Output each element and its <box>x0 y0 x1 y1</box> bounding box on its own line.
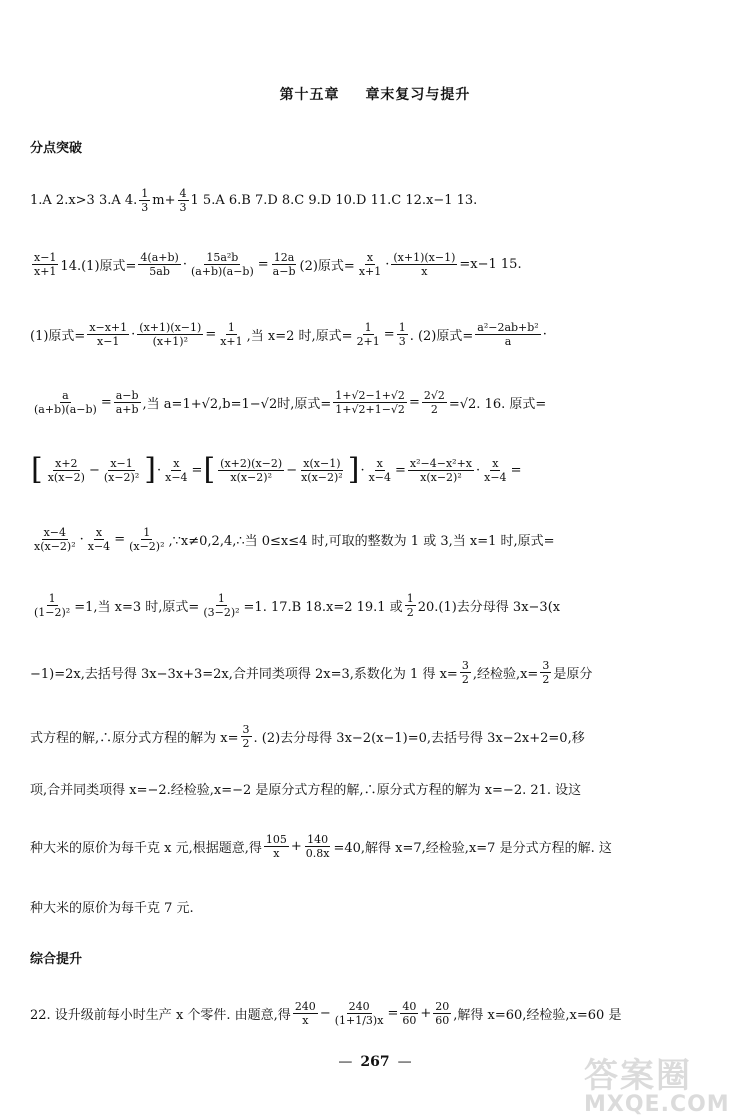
text: (1)原式= <box>30 328 86 344</box>
numerator: 1 <box>406 591 414 605</box>
denominator: (a+b)(a−b) <box>34 402 97 416</box>
denominator: x(x−2)² <box>230 470 272 484</box>
text: 20.(1)去分母得 3x−3(x <box>417 599 561 615</box>
text: 项,合并同类项得 x=−2.经检验,x=−2 是原分式方程的解,∴原分式方程的解为 x=−2. 21. 设这 <box>30 782 582 798</box>
numerator: 240 <box>348 999 370 1013</box>
numerator: a²−2ab+b² <box>477 320 539 334</box>
section-heading-1: 分点突破 <box>30 141 83 156</box>
fraction <box>433 1000 451 1027</box>
denominator: x−4 <box>87 539 111 553</box>
denominator: x(x−2)² <box>301 470 343 484</box>
numerator: x−4 <box>43 525 67 539</box>
fraction <box>333 389 407 416</box>
numerator: x <box>376 456 383 470</box>
text: · <box>156 462 162 478</box>
numerator: x <box>173 456 180 470</box>
text: 22. 设升级前每小时生产 x 个零件. 由题意,得 <box>30 1007 291 1023</box>
text: − <box>286 462 298 478</box>
answer-line-9 <box>30 716 722 756</box>
fraction <box>32 592 72 619</box>
numerator: x <box>492 456 499 470</box>
fraction <box>139 187 150 214</box>
denominator: 60 <box>402 1013 417 1027</box>
fraction <box>391 251 457 278</box>
answer-line-7 <box>30 584 722 626</box>
fraction <box>408 457 474 484</box>
denominator: 2 <box>430 402 438 416</box>
fraction <box>86 526 112 553</box>
denominator: a+b <box>115 402 139 416</box>
text: m+ <box>152 192 176 208</box>
fraction <box>271 251 298 278</box>
numerator: 4 <box>179 186 187 200</box>
fraction <box>32 526 78 553</box>
right-bracket: ] <box>347 452 360 487</box>
left-bracket: [ <box>31 452 43 487</box>
denominator: x(x−2)² <box>34 539 76 553</box>
denominator: (3−2)² <box>203 605 240 619</box>
text: · <box>476 462 481 478</box>
chapter-title <box>0 84 750 104</box>
text: −1)=2x,去括号得 3x−3x+3=2x,合并同类项得 2x=3,系数化为 1 得 x= <box>30 666 458 682</box>
fraction <box>189 251 256 278</box>
watermark <box>584 1058 744 1116</box>
numerator: a <box>62 388 69 402</box>
text: + <box>420 1005 432 1021</box>
answer-line-1 <box>30 180 722 220</box>
fraction <box>293 1000 318 1027</box>
text: = <box>387 1005 399 1021</box>
text: ,∵x≠0,2,4,∴当 0≤x≤4 时,可取的整数为 1 或 3,当 x=1 时,原式= <box>168 533 555 549</box>
text: 式方程的解,∴原分式方程的解为 x= <box>30 730 239 746</box>
answer-line-10 <box>30 776 722 800</box>
fraction <box>333 1000 386 1027</box>
text: · <box>542 326 547 342</box>
answer-line-13 <box>30 988 722 1038</box>
text: = <box>114 531 126 547</box>
text: ,解得 x=60,经检验,x=60 是 <box>453 1007 622 1023</box>
answer-line-6 <box>30 518 722 560</box>
numerator: 1 <box>48 591 56 605</box>
text: 1.A 2.x>3 3.A 4. <box>30 192 138 208</box>
text: − <box>319 1005 331 1021</box>
denominator: (a+b)(a−b) <box>190 264 254 278</box>
fraction <box>397 321 408 348</box>
denominator: 1+√2+1−√2 <box>335 402 405 416</box>
text: = <box>395 462 406 478</box>
numerator: x(x−1) <box>303 456 341 470</box>
dash-left: — <box>338 1054 353 1070</box>
numerator: 3 <box>461 658 469 672</box>
denominator: 2+1 <box>356 334 380 348</box>
denominator: x+1 <box>34 264 57 278</box>
answer-line-12 <box>30 894 722 918</box>
numerator: 1+√2−1+√2 <box>335 388 405 402</box>
fraction <box>460 659 471 686</box>
fraction <box>201 592 241 619</box>
numerator: x²−4−x²+x <box>409 456 472 470</box>
fraction <box>264 833 289 860</box>
numerator: x+2 <box>55 456 78 470</box>
denominator: 3 <box>398 334 406 348</box>
denominator: 60 <box>435 1013 450 1027</box>
answer-line-3 <box>30 313 722 355</box>
numerator: a−b <box>115 388 139 402</box>
fraction <box>163 457 189 484</box>
denominator: 5ab <box>149 264 170 278</box>
numerator: 140 <box>307 832 329 846</box>
denominator: 3 <box>141 200 149 214</box>
denominator: (x+1)² <box>152 334 189 348</box>
numerator: 3 <box>242 722 250 736</box>
denominator: 2 <box>461 672 469 686</box>
fraction <box>367 457 393 484</box>
text: = <box>383 326 395 342</box>
text: 14.(1)原式= <box>60 258 137 274</box>
numerator: 1 <box>364 320 372 334</box>
fraction <box>137 321 203 348</box>
denominator: x−4 <box>165 470 188 484</box>
text: · <box>182 256 187 272</box>
fraction <box>475 321 540 348</box>
text: . (2)去分母得 3x−2(x−1)=0,去括号得 3x−2x+2=0,移 <box>253 730 585 746</box>
dash-right: — <box>397 1054 412 1070</box>
denominator: x+1 <box>358 264 382 278</box>
numerator: 20 <box>435 999 450 1013</box>
denominator: 2 <box>242 736 250 750</box>
text: 1 5.A 6.B 7.D 8.C 9.D 10.D 11.C 12.x−1 13. <box>190 192 478 208</box>
text: = <box>408 394 420 410</box>
fraction <box>357 251 383 278</box>
denominator: x <box>421 264 428 278</box>
fraction <box>422 389 447 416</box>
denominator: x <box>273 846 280 860</box>
fraction <box>46 457 87 484</box>
fraction <box>32 389 99 416</box>
text: (2)原式= <box>299 258 355 274</box>
numerator: 105 <box>265 832 287 846</box>
text: =40,解得 x=7,经检验,x=7 是分式方程的解. 这 <box>333 840 612 856</box>
text: . (2)原式= <box>409 328 474 344</box>
denominator: x+1 <box>220 334 243 348</box>
denominator: x−1 <box>97 334 120 348</box>
text: = <box>257 256 269 272</box>
text: ,当 a=1+√2,b=1−√2时,原式= <box>142 396 332 412</box>
fraction <box>400 1000 418 1027</box>
denominator: (1+1/3)x <box>334 1013 384 1027</box>
denominator: x(x−2)² <box>420 470 462 484</box>
numerator: (x+2)(x−2) <box>220 456 283 470</box>
text: = <box>100 394 112 410</box>
text: · <box>360 462 365 478</box>
numerator: 1 <box>217 591 225 605</box>
numerator: 15a²b <box>206 250 239 264</box>
fraction <box>102 457 141 484</box>
chapter-name: 章末复习与提升 <box>365 87 471 103</box>
denominator: x(x−2) <box>47 470 85 484</box>
text: =1. 17.B 18.x=2 19.1 或 <box>243 599 403 615</box>
text: · <box>385 256 390 272</box>
fraction <box>87 321 129 348</box>
fraction <box>482 457 508 484</box>
text: ,经检验,x= <box>472 666 539 682</box>
numerator: 1 <box>398 320 406 334</box>
text: ,当 x=2 时,原式= <box>246 328 353 344</box>
denominator: (1−2)² <box>34 605 71 619</box>
denominator: x <box>302 1013 309 1027</box>
numerator: 40 <box>402 999 417 1013</box>
denominator: (x−2)² <box>103 470 140 484</box>
fraction <box>178 187 189 214</box>
answer-line-8 <box>30 651 722 693</box>
numerator: 12a <box>273 250 295 264</box>
numerator: x−x+1 <box>89 320 128 334</box>
fraction <box>304 833 332 860</box>
answer-line-4 <box>30 381 722 423</box>
fraction <box>138 251 180 278</box>
fraction <box>355 321 382 348</box>
numerator: 1 <box>141 186 149 200</box>
numerator: x−1 <box>34 250 57 264</box>
fraction <box>241 723 252 750</box>
denominator: 2 <box>406 605 414 619</box>
denominator: 0.8x <box>305 846 330 860</box>
text: = <box>205 326 217 342</box>
numerator: 4(a+b) <box>140 250 179 264</box>
text: − <box>88 462 100 478</box>
denominator: 2 <box>542 672 550 686</box>
text: 种大米的原价为每千克 7 元. <box>30 900 194 916</box>
fraction <box>32 251 58 278</box>
numerator: 1 <box>227 320 235 334</box>
denominator: 3 <box>179 200 187 214</box>
fraction <box>218 321 244 348</box>
left-bracket: [ <box>203 452 216 487</box>
text: =√2. 16. 原式= <box>448 396 547 412</box>
numerator: x <box>366 250 374 264</box>
chapter-number: 第十五章 <box>279 87 340 103</box>
text: =x−1 15. <box>459 256 522 272</box>
answer-line-11 <box>30 826 722 866</box>
section-heading-2: 综合提升 <box>30 952 83 967</box>
fraction <box>405 592 416 619</box>
text: 是原分 <box>553 666 593 682</box>
denominator: (x−2)² <box>129 539 165 553</box>
page-number-value: 267 <box>360 1054 390 1070</box>
fraction <box>218 457 284 484</box>
right-bracket: ] <box>144 452 156 487</box>
text: · <box>131 326 136 342</box>
numerator: 3 <box>542 658 550 672</box>
denominator: x−4 <box>368 470 391 484</box>
watermark-logo: 答案圈 <box>584 1056 692 1096</box>
denominator: a−b <box>272 264 296 278</box>
numerator: 240 <box>294 999 316 1013</box>
numerator: x <box>95 525 103 539</box>
denominator: a <box>504 334 512 348</box>
fraction <box>114 389 141 416</box>
numerator: 1 <box>143 525 151 539</box>
fraction <box>540 659 551 686</box>
numerator: (x+1)(x−1) <box>139 320 202 334</box>
answer-line-2 <box>30 243 722 285</box>
watermark-url: MXQE.COM <box>584 1092 730 1117</box>
text: · <box>79 531 84 547</box>
denominator: x−4 <box>484 470 507 484</box>
text: =1,当 x=3 时,原式= <box>74 599 200 615</box>
numerator: (x+1)(x−1) <box>393 250 456 264</box>
numerator: x−1 <box>110 456 133 470</box>
text: + <box>290 838 302 854</box>
text: = <box>510 462 522 478</box>
text: = <box>191 462 203 478</box>
text: 种大米的原价为每千克 x 元,根据题意,得 <box>30 840 262 856</box>
fraction <box>299 457 345 484</box>
numerator: 2√2 <box>423 388 445 402</box>
fraction <box>127 526 166 553</box>
answer-line-5 <box>30 448 722 492</box>
